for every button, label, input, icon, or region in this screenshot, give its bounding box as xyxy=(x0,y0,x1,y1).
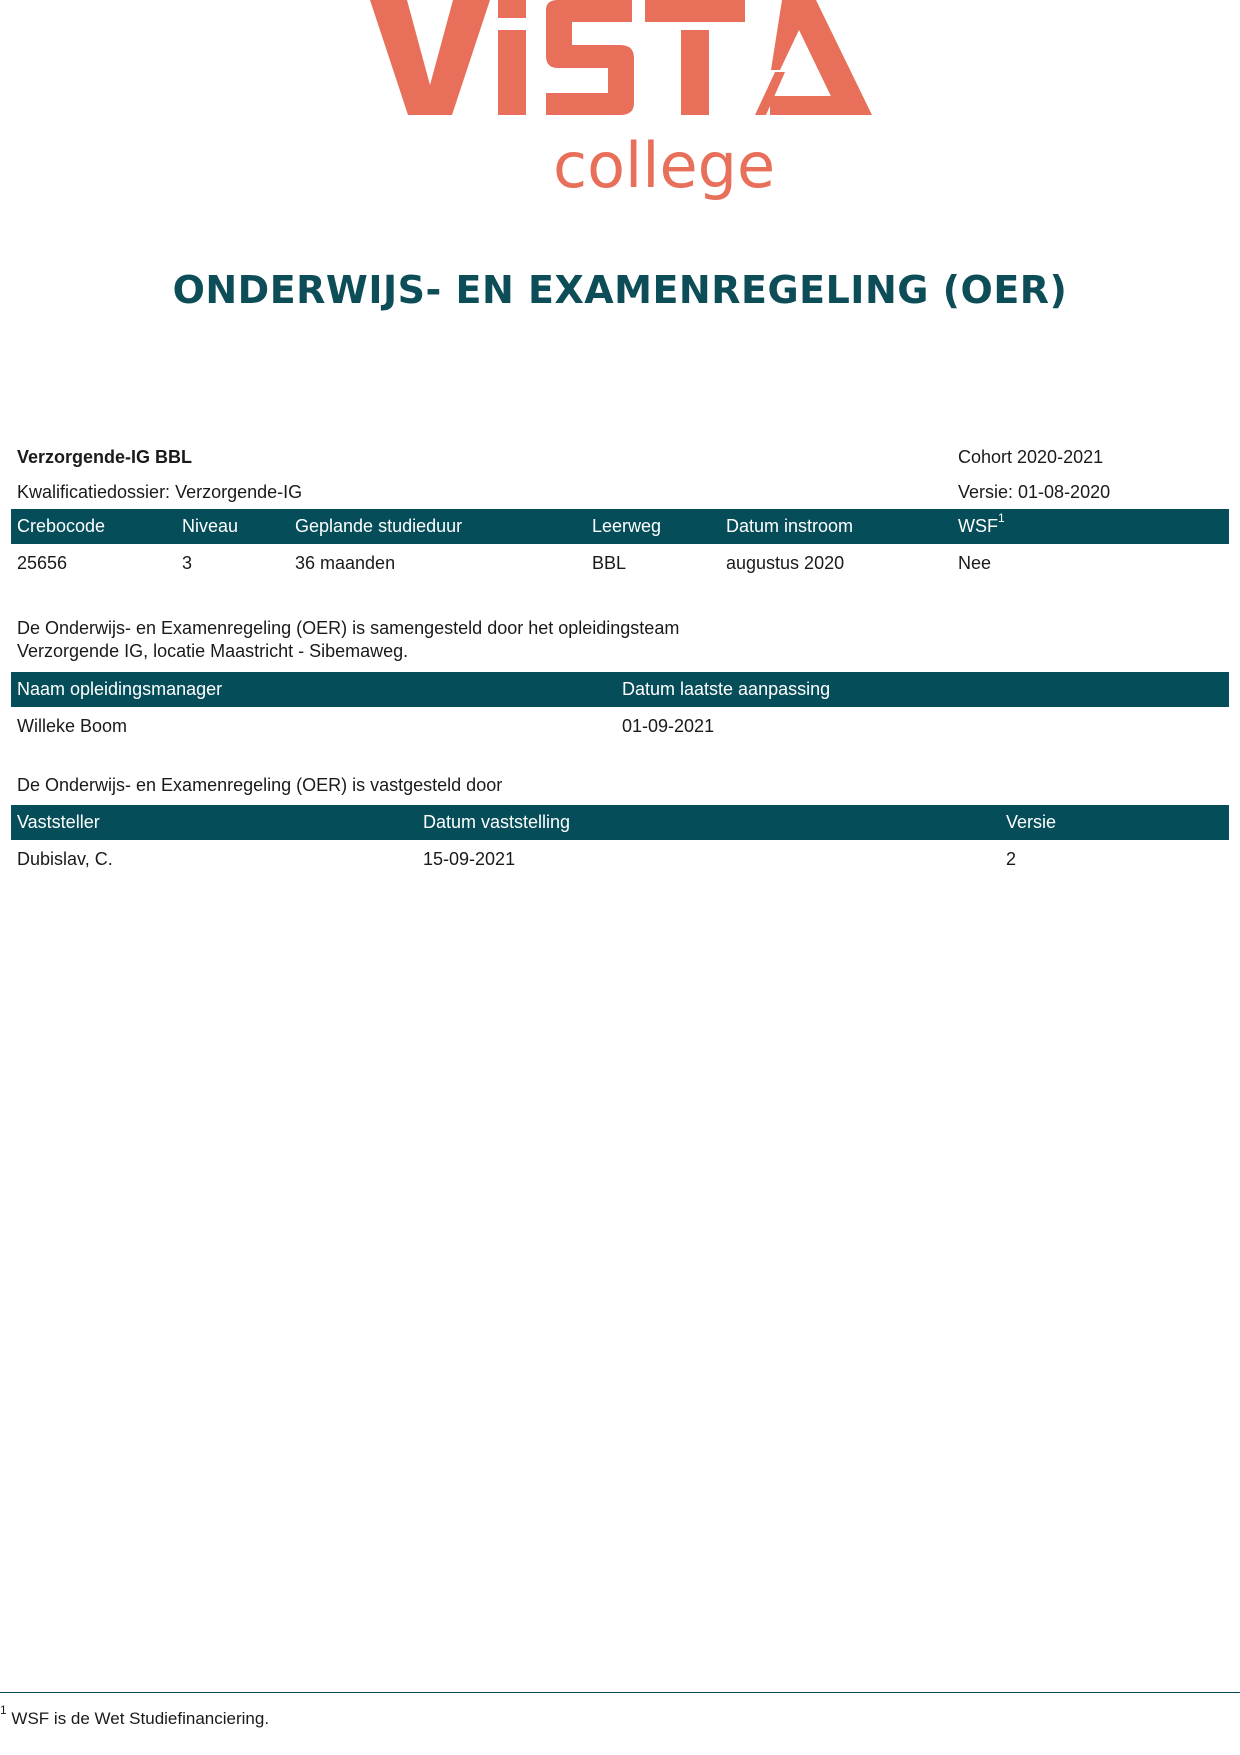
cell-versie: 2 xyxy=(1006,848,1017,869)
program-name-row xyxy=(11,439,1229,474)
wsf-footnote-marker: 1 xyxy=(998,511,1005,525)
header-niveau: Niveau xyxy=(176,509,289,544)
footnote-text: WSF is de Wet Studiefinanciering. xyxy=(11,1709,270,1728)
qualification-dossier: Kwalificatiedossier: Verzorgende-IG xyxy=(17,482,303,502)
cell-last-modified: 01-09-2021 xyxy=(622,715,715,736)
header-leerweg: Leerweg xyxy=(586,509,720,544)
footnote xyxy=(0,1703,270,1729)
header-opleidingsmanager: Naam opleidingsmanager xyxy=(11,672,616,707)
dossier-row xyxy=(11,474,1229,509)
composed-section xyxy=(11,617,1229,745)
program-info xyxy=(11,439,1229,582)
program-name: Verzorgende-IG BBL xyxy=(17,447,193,467)
cell-leerweg: BBL xyxy=(592,552,627,573)
header-wsf xyxy=(952,509,1229,544)
header-laatste-aanpassing: Datum laatste aanpassing xyxy=(616,672,1229,707)
cell-crebocode: 25656 xyxy=(17,552,68,573)
program-table xyxy=(11,509,1229,582)
cohort: Cohort 2020-2021 xyxy=(958,447,1104,467)
cell-datum-vaststelling: 15-09-2021 xyxy=(423,848,516,869)
document-title: ONDERWIJS- EN EXAMENREGELING (OER) xyxy=(172,268,1068,312)
establish-table xyxy=(11,805,1229,878)
cell-datum-instroom: augustus 2020 xyxy=(726,552,845,573)
table-row xyxy=(11,707,1229,745)
table-header-row xyxy=(11,672,1229,707)
header-datum-instroom: Datum instroom xyxy=(720,509,952,544)
header-studieduur: Geplande studieduur xyxy=(289,509,586,544)
table-header-row xyxy=(11,509,1229,544)
composed-line-2: Verzorgende IG, locatie Maastricht - Sibemaweg. xyxy=(17,641,409,661)
cell-vaststeller: Dubislav, C. xyxy=(17,848,113,869)
manager-table xyxy=(11,672,1229,745)
table-header-row xyxy=(11,805,1229,840)
established-paragraph: De Onderwijs- en Examenregeling (OER) is vastgesteld door xyxy=(17,775,503,795)
cell-niveau: 3 xyxy=(182,552,193,573)
footnote-marker: 1 xyxy=(0,1703,7,1718)
wsf-label: WSF xyxy=(958,516,998,536)
version: Versie: 01-08-2020 xyxy=(958,482,1111,502)
composed-line-1: De Onderwijs- en Examenregeling (OER) is samengesteld door het opleidingsteam xyxy=(17,618,680,638)
vista-college-logo xyxy=(370,0,872,205)
established-section xyxy=(11,774,1229,878)
header-versie: Versie xyxy=(1000,805,1229,840)
cell-manager-name: Willeke Boom xyxy=(17,715,128,736)
header-crebocode: Crebocode xyxy=(11,509,176,544)
table-row xyxy=(11,544,1229,582)
header-vaststeller: Vaststeller xyxy=(11,805,417,840)
logo-college-text: college xyxy=(553,129,776,202)
cell-studieduur: 36 maanden xyxy=(295,552,396,573)
header-datum-vaststelling: Datum vaststelling xyxy=(417,805,1000,840)
cell-wsf: Nee xyxy=(958,552,992,573)
table-row xyxy=(11,840,1229,878)
footnote-divider xyxy=(0,1692,1240,1693)
composed-paragraph xyxy=(11,617,1229,663)
